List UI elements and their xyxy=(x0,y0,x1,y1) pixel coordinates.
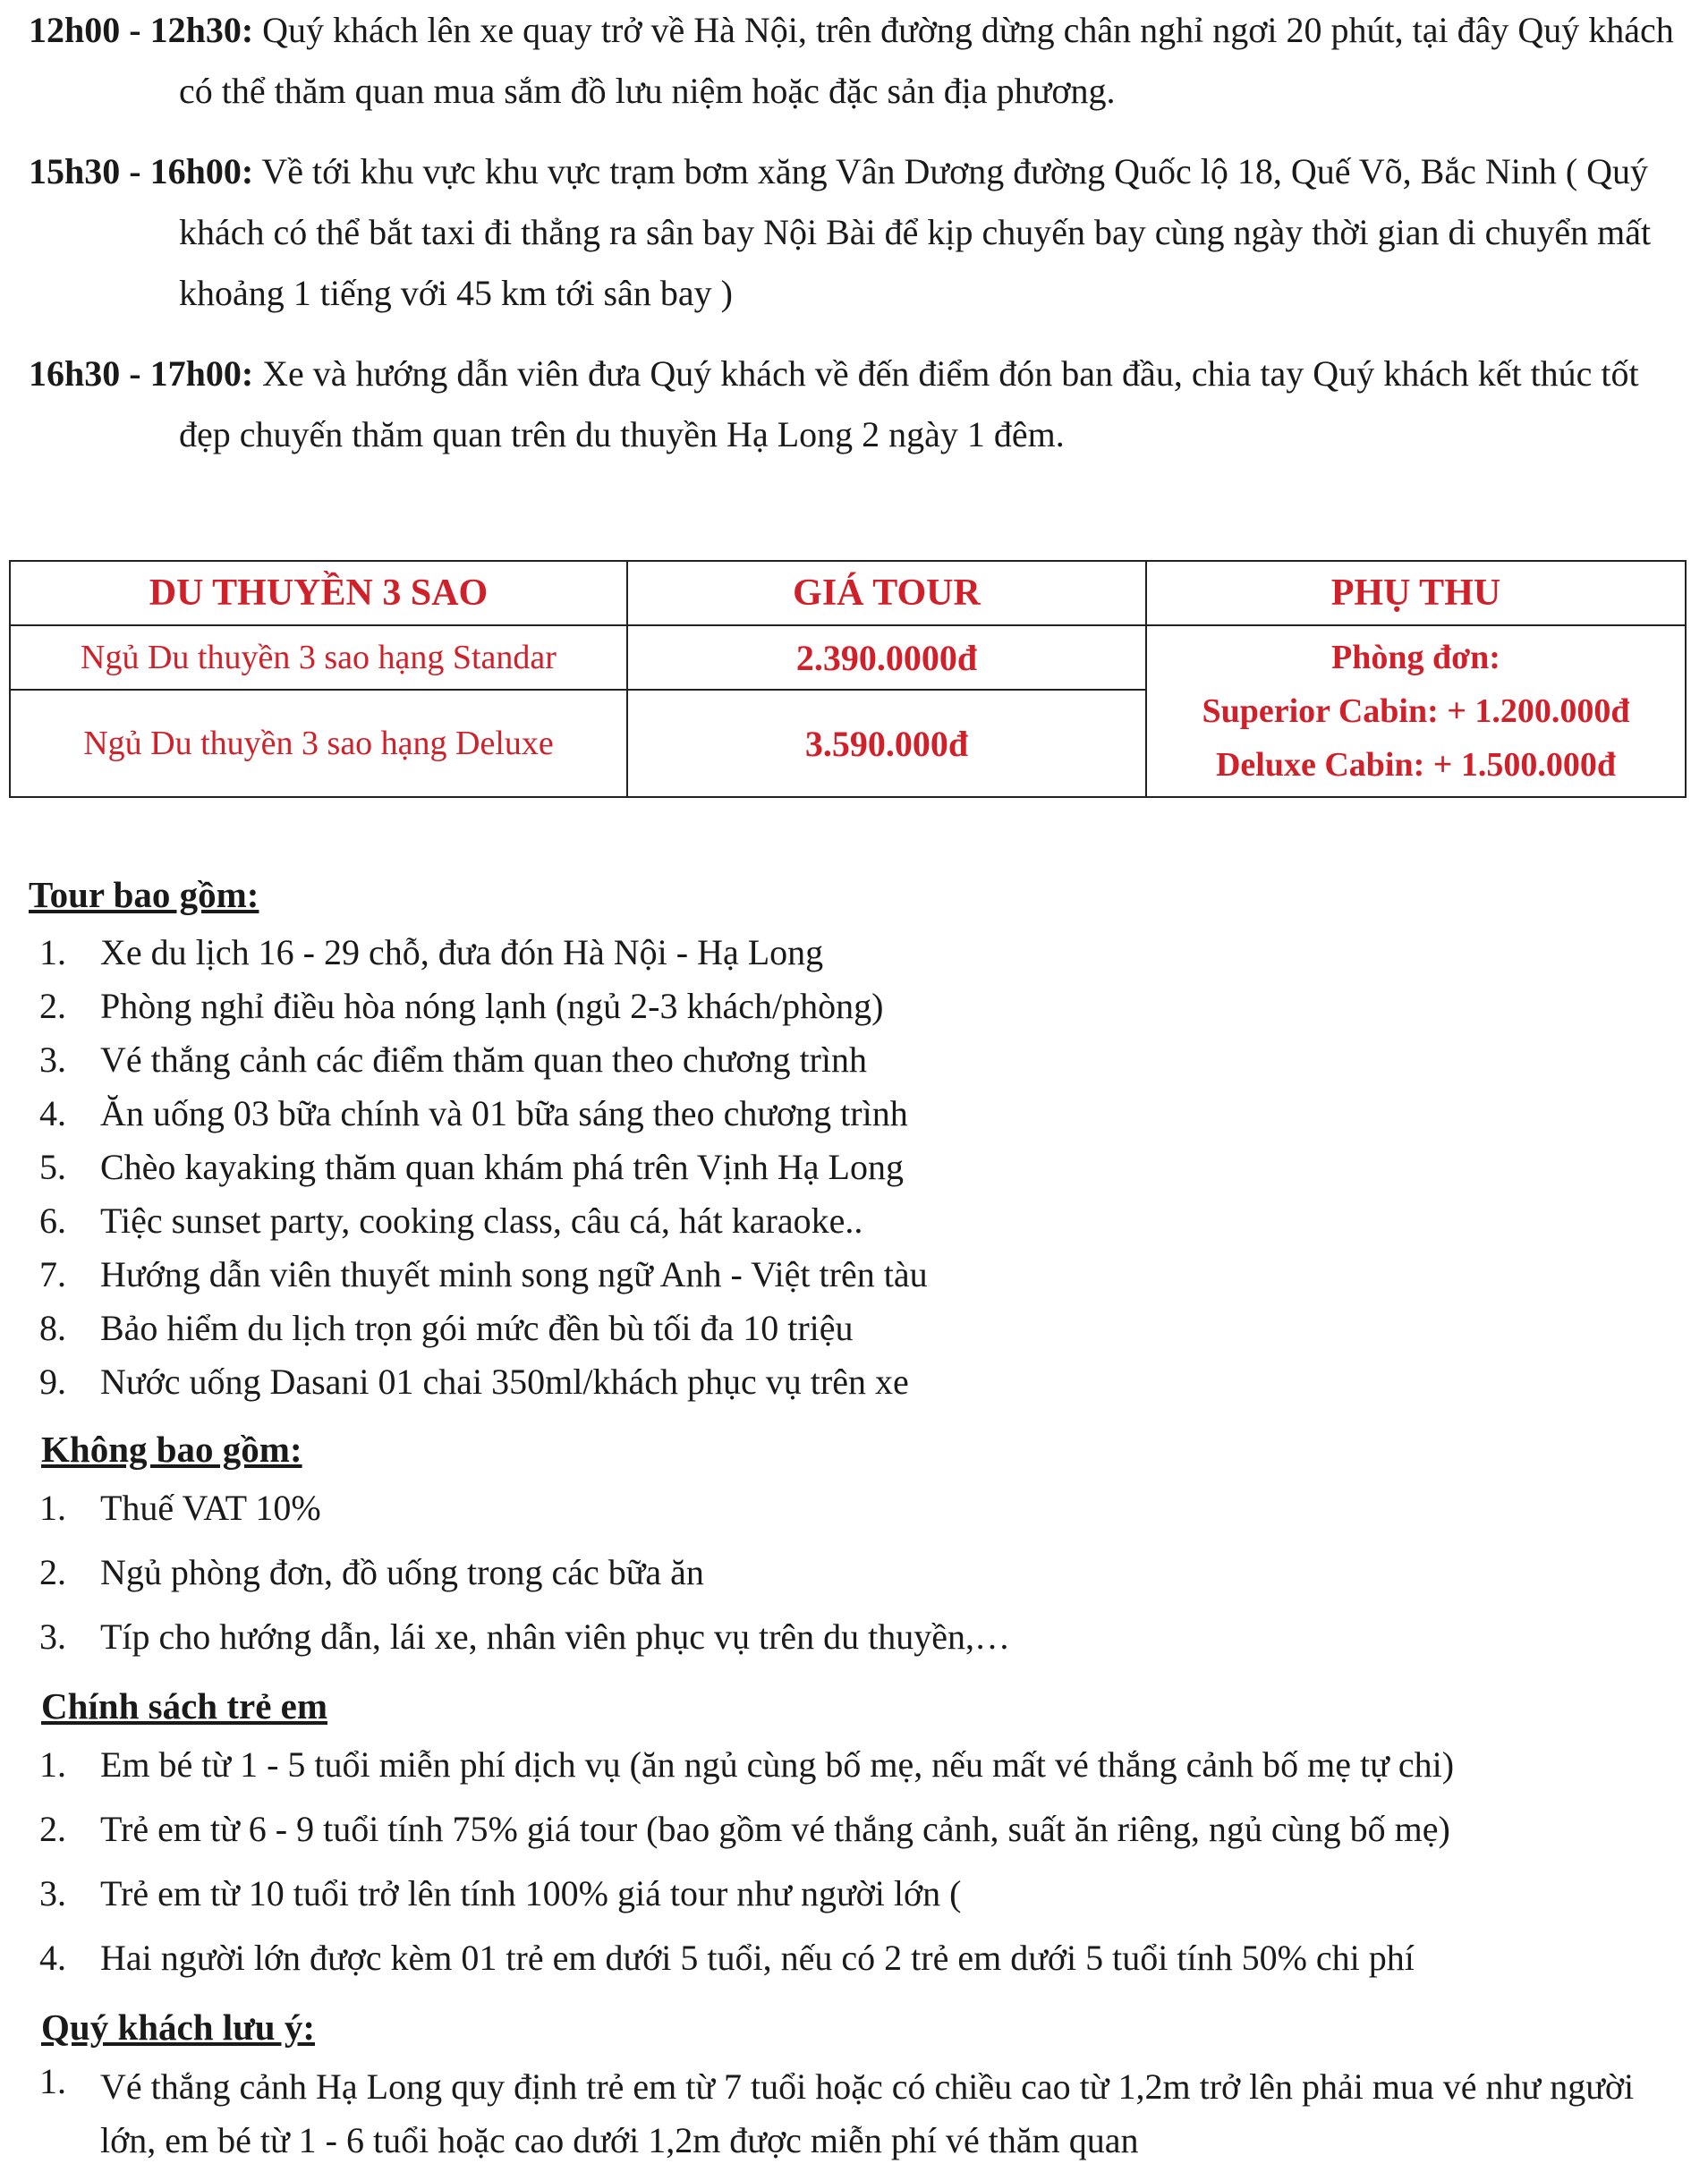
list-item xyxy=(29,2055,1693,2168)
list-item-text: Em bé từ 1 - 5 tuổi miễn phí dịch vụ (ăn ngủ cùng bố mẹ, nếu mất vé thắng cảnh bố mẹ tự chi) xyxy=(100,1744,1455,1785)
list-number: 8. xyxy=(39,1308,66,1348)
list-item-text: Ăn uống 03 bữa chính và 01 bữa sáng theo chương trình xyxy=(100,1093,908,1133)
notes-list xyxy=(29,2055,1693,2168)
list-number: 2. xyxy=(39,1809,66,1849)
list-item xyxy=(29,980,1693,1033)
list-number: 3. xyxy=(39,1039,66,1080)
itinerary-entry xyxy=(29,141,1675,324)
list-number: 2. xyxy=(39,1552,66,1592)
list-number: 9. xyxy=(39,1362,66,1402)
children-policy-section xyxy=(29,1679,1693,1990)
surcharge-line: Deluxe Cabin: + 1.500.000đ xyxy=(1215,746,1617,784)
list-number: 4. xyxy=(39,1938,66,1978)
excluded-heading: Không bao gồm: xyxy=(41,1429,302,1470)
list-number: 3. xyxy=(39,1873,66,1913)
list-item xyxy=(29,1141,1693,1194)
list-item xyxy=(29,1605,1693,1669)
itinerary-time: 15h30 - 16h00: xyxy=(29,151,254,191)
list-item-text: Thuế VAT 10% xyxy=(100,1488,321,1528)
price-table xyxy=(9,560,1687,798)
list-item xyxy=(29,1355,1693,1409)
list-item xyxy=(29,1862,1693,1926)
list-number: 6. xyxy=(39,1201,66,1241)
list-number: 1. xyxy=(39,932,66,972)
cruise-cell: Ngủ Du thuyền 3 sao hạng Standar xyxy=(10,625,627,690)
price-table-header-row xyxy=(10,561,1686,625)
list-item-text: Tiệc sunset party, cooking class, câu cá, hát karaoke.. xyxy=(100,1201,863,1241)
list-number: 2. xyxy=(39,986,66,1026)
list-item-text: Trẻ em từ 6 - 9 tuổi tính 75% giá tour (bao gồm vé thắng cảnh, suất ăn riêng, ngủ cùng bố mẹ) xyxy=(100,1809,1450,1849)
children-policy-list xyxy=(29,1733,1693,1990)
list-number: 4. xyxy=(39,1093,66,1133)
children-policy-heading: Chính sách trẻ em xyxy=(41,1685,328,1727)
list-item-text: Chèo kayaking thăm quan khám phá trên Vịnh Hạ Long xyxy=(100,1147,904,1187)
list-item-text: Hướng dẫn viên thuyết minh song ngữ Anh - Việt trên tàu xyxy=(100,1254,928,1294)
list-item xyxy=(29,1733,1693,1797)
excluded-list xyxy=(29,1476,1693,1669)
surcharge-cell xyxy=(1146,625,1686,797)
header-cruise: DU THUYỀN 3 SAO xyxy=(10,561,627,625)
list-item-text: Xe du lịch 16 - 29 chỗ, đưa đón Hà Nội - Hạ Long xyxy=(100,932,824,972)
list-item-text: Ngủ phòng đơn, đồ uống trong các bữa ăn xyxy=(100,1552,704,1592)
list-item-text: Vé thắng cảnh Hạ Long quy định trẻ em từ 7 tuổi hoặc có chiều cao từ 1,2m trở lên phải mua vé như người lớn, em bé từ 1 - 6 tuổi hoặc cao dưới 1,2m được miễn phí vé thăm quan xyxy=(100,2066,1635,2160)
itinerary-text: Xe và hướng dẫn viên đưa Quý khách về đến điểm đón ban đầu, chia tay Quý khách kết thúc tốt đẹp chuyến thăm quan trên du thuyền Hạ Long 2 ngày 1 đêm. xyxy=(179,353,1639,454)
itinerary-entry xyxy=(29,344,1675,465)
list-number: 1. xyxy=(39,1488,66,1528)
list-number: 1. xyxy=(39,2061,66,2101)
list-item-text: Hai người lớn được kèm 01 trẻ em dưới 5 tuổi, nếu có 2 trẻ em dưới 5 tuổi tính 50% chi phí xyxy=(100,1938,1415,1978)
table-row xyxy=(10,625,1686,690)
excluded-section xyxy=(29,1422,1693,1669)
included-list xyxy=(29,926,1693,1409)
list-item-text: Phòng nghỉ điều hòa nóng lạnh (ngủ 2-3 khách/phòng) xyxy=(100,986,884,1026)
cruise-cell: Ngủ Du thuyền 3 sao hạng Deluxe xyxy=(10,690,627,797)
list-number: 5. xyxy=(39,1147,66,1187)
itinerary-entry xyxy=(29,0,1675,122)
list-item-text: Típ cho hướng dẫn, lái xe, nhân viên phục vụ trên du thuyền,… xyxy=(100,1616,1011,1657)
list-item xyxy=(29,926,1693,980)
header-price: GIÁ TOUR xyxy=(627,561,1146,625)
list-item-text: Trẻ em từ 10 tuổi trở lên tính 100% giá tour như người lớn ( xyxy=(100,1873,962,1913)
price-cell: 2.390.0000đ xyxy=(627,625,1146,690)
list-item xyxy=(29,1302,1693,1355)
itinerary-text: Về tới khu vực khu vực trạm bơm xăng Vân Dương đường Quốc lộ 18, Quế Võ, Bắc Ninh ( Quý khách có thể bắt taxi đi thẳng ra sân bay Nội Bài để kịp chuyến bay cùng ngày thời gian di chuyển mất khoảng 1 tiếng với 45 km tới sân bay ) xyxy=(179,151,1652,313)
list-item xyxy=(29,1797,1693,1862)
itinerary-text: Quý khách lên xe quay trở về Hà Nội, trên đường dừng chân nghỉ ngơi 20 phút, tại đây Quý khách có thể thăm quan mua sắm đồ lưu niệm hoặc đặc sản địa phương. xyxy=(179,10,1674,111)
list-number: 1. xyxy=(39,1744,66,1785)
list-number: 7. xyxy=(39,1254,66,1294)
list-item xyxy=(29,1540,1693,1605)
price-cell: 3.590.000đ xyxy=(627,690,1146,797)
notes-section xyxy=(29,1999,1693,2168)
list-item-text: Bảo hiểm du lịch trọn gói mức đền bù tối đa 10 triệu xyxy=(100,1308,854,1348)
list-item xyxy=(29,1476,1693,1540)
included-section xyxy=(29,863,1693,1409)
notes-heading: Quý khách lưu ý: xyxy=(41,2007,315,2048)
list-item xyxy=(29,1033,1693,1087)
list-number: 3. xyxy=(39,1616,66,1657)
list-item-text: Nước uống Dasani 01 chai 350ml/khách phục vụ trên xe xyxy=(100,1362,909,1402)
itinerary-time: 12h00 - 12h30: xyxy=(29,10,254,50)
list-item-text: Vé thắng cảnh các điểm thăm quan theo chương trình xyxy=(100,1039,867,1080)
surcharge-line: Phòng đơn: xyxy=(1331,639,1500,676)
list-item xyxy=(29,1087,1693,1141)
list-item xyxy=(29,1926,1693,1990)
surcharge-line: Superior Cabin: + 1.200.000đ xyxy=(1202,692,1630,730)
included-heading: Tour bao gồm: xyxy=(29,874,259,915)
list-item xyxy=(29,1194,1693,1248)
list-item xyxy=(29,1248,1693,1302)
header-surcharge: PHỤ THU xyxy=(1146,561,1686,625)
itinerary-time: 16h30 - 17h00: xyxy=(29,353,254,394)
